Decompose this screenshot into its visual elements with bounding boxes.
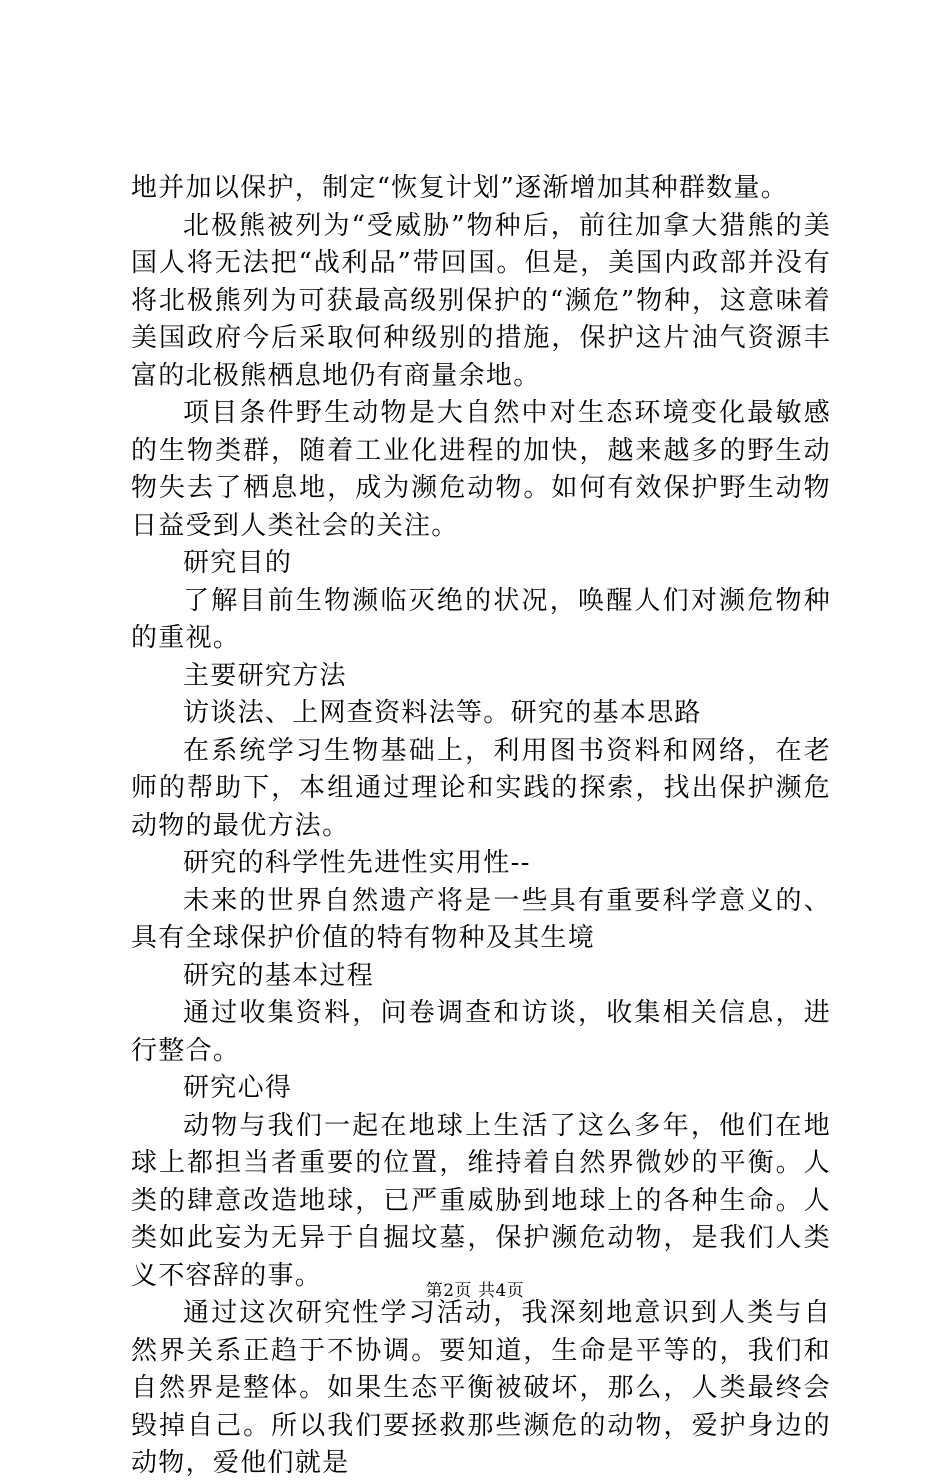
paragraph-research-process: 通过收集资料，问卷调查和访谈，收集相关信息，进行整合。 bbox=[131, 998, 831, 1066]
paragraph-scientific-value: 未来的世界自然遗产将是一些具有重要科学意义的、具有全球保护价值的特有物种及其生境 bbox=[131, 885, 831, 953]
heading-research-purpose: 研究目的 bbox=[183, 548, 293, 578]
heading-research-methods: 主要研究方法 bbox=[183, 660, 347, 691]
paragraph-polar-bear: 北极熊被列为“受威胁”物种后，前往加拿大猎熊的美国人将无法把“战利品”带回国。但是，美国内政部并没有将北极熊列为可获最高级别保护的“濒危”物种，这意味着美国政府今后采取何种级别的措施，保护这片油气资源丰富的北极熊栖息地仍有商量余地。 bbox=[131, 210, 831, 391]
paragraph-research-purpose: 了解目前生物濒临灭绝的状况，唤醒人们对濒危物种的重视。 bbox=[131, 585, 831, 653]
paragraph-continuation: 地并加以保护，制定“恢复计划”逐渐增加其种群数量。 bbox=[131, 173, 789, 203]
page-number-footer: 第2页 共4页 bbox=[425, 1281, 525, 1301]
paragraph-basic-approach: 在系统学习生物基础上，利用图书资料和网络，在老师的帮助下，本组通过理论和实践的探索，找出保护濒危动物的最优方法。 bbox=[131, 735, 831, 841]
paragraph-project-conditions: 项目条件野生动物是大自然中对生态环境变化最敏感的生物类群，随着工业化进程的加快，越来越多的野生动物失去了栖息地，成为濒危动物。如何有效保护野生动物日益受到人类社会的关注。 bbox=[131, 398, 831, 541]
paragraph-research-methods: 访谈法、上网查资料法等。研究的基本思路 bbox=[183, 698, 702, 728]
heading-research-process: 研究的基本过程 bbox=[183, 960, 375, 991]
heading-scientific-value: 研究的科学性先进性实用性-- bbox=[183, 848, 531, 878]
heading-research-insights: 研究心得 bbox=[183, 1073, 293, 1103]
paragraph-insights-1: 动物与我们一起在地球上生活了这么多年，他们在地球上都担当者重要的位置，维持着自然界微妙的平衡。人类的肆意改造地球，已严重威胁到地球上的各种生命。人类如此妄为无异于自掘坟墓，保护濒危动物，是我们人类义不容辞的事。 bbox=[131, 1110, 831, 1291]
paragraph-insights-2: 通过这次研究性学习活动，我深刻地意识到人类与自然界关系正趋于不协调。要知道，生命是平等的，我们和自然界是整体。如果生态平衡被破坏，那么，人类最终会毁掉自己。所以我们要拯救那些濒危的动物，爱护身边的动物，爱他们就是 bbox=[131, 1298, 831, 1478]
